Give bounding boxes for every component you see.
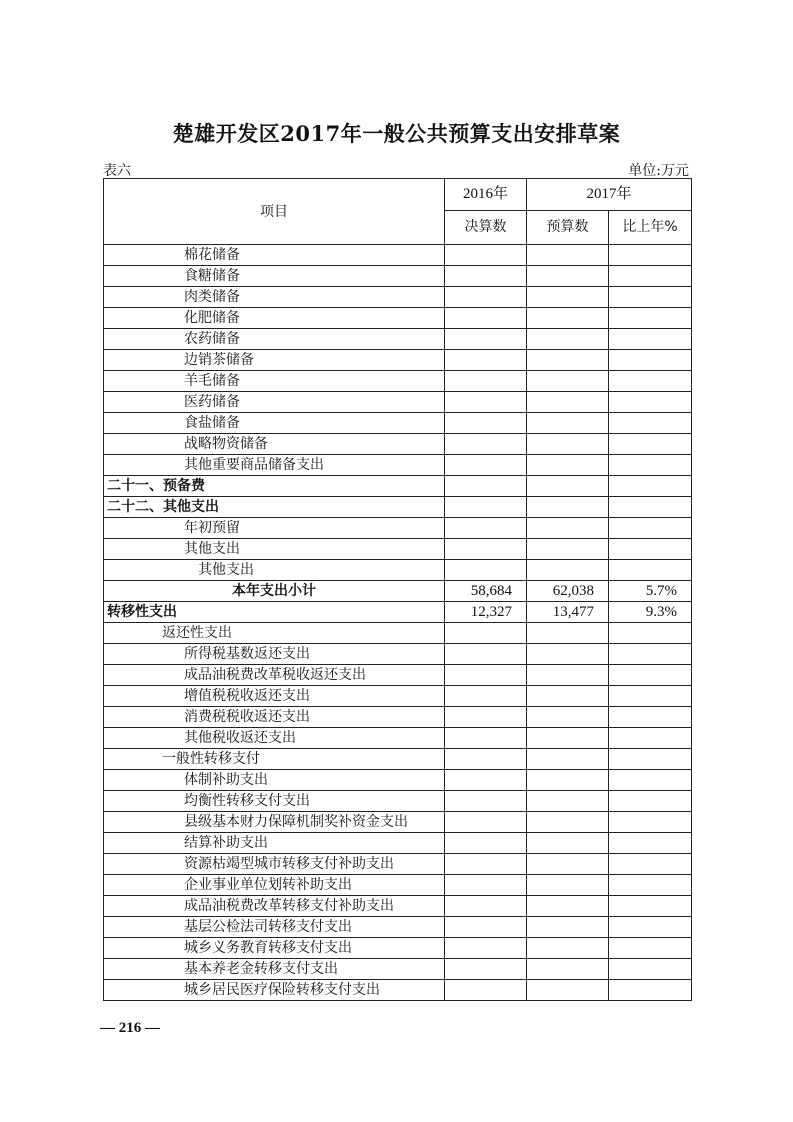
table-row (104, 392, 692, 413)
row-yoy-percent (609, 329, 692, 350)
row-2016-final (445, 350, 527, 371)
table-body (104, 245, 692, 1001)
row-label: 消费税税收返还支出 (104, 707, 445, 728)
table-row (104, 833, 692, 854)
row-2016-final (445, 245, 527, 266)
row-2016-final: 58,684 (445, 581, 527, 602)
row-2017-budget (527, 812, 609, 833)
row-2016-final (445, 686, 527, 707)
row-2017-budget: 13,477 (527, 602, 609, 623)
row-yoy-percent (609, 854, 692, 875)
row-2017-budget (527, 875, 609, 896)
row-2017-budget (527, 728, 609, 749)
row-2016-final (445, 413, 527, 434)
row-label: 资源枯竭型城市转移支付补助支出 (104, 854, 445, 875)
row-2017-budget (527, 476, 609, 497)
row-label: 转移性支出 (104, 602, 445, 623)
row-2016-final (445, 455, 527, 476)
budget-table (103, 178, 692, 1001)
table-header (104, 179, 692, 245)
table-row (104, 749, 692, 770)
table-row (104, 476, 692, 497)
page-number: — 216 — (100, 1020, 160, 1036)
row-2016-final (445, 623, 527, 644)
table-row (104, 665, 692, 686)
row-yoy-percent (609, 518, 692, 539)
row-label: 结算补助支出 (104, 833, 445, 854)
table-row (104, 938, 692, 959)
row-2016-final (445, 959, 527, 980)
row-2016-final (445, 833, 527, 854)
row-2017-budget (527, 686, 609, 707)
row-yoy-percent (609, 560, 692, 581)
row-2017-budget (527, 518, 609, 539)
row-yoy-percent (609, 371, 692, 392)
row-2017-budget (527, 392, 609, 413)
row-label: 食糖储备 (104, 266, 445, 287)
row-label: 基层公检法司转移支付支出 (104, 917, 445, 938)
header-year-2016: 2016年 (445, 179, 527, 211)
table-row (104, 686, 692, 707)
row-yoy-percent (609, 245, 692, 266)
row-2016-final (445, 329, 527, 350)
table-row (104, 539, 692, 560)
row-2016-final (445, 770, 527, 791)
row-label: 返还性支出 (104, 623, 445, 644)
table-row (104, 287, 692, 308)
row-2017-budget (527, 560, 609, 581)
table-row (104, 602, 692, 623)
row-2017-budget (527, 854, 609, 875)
table-row (104, 812, 692, 833)
table-row (104, 308, 692, 329)
row-2017-budget (527, 980, 609, 1001)
row-yoy-percent (609, 350, 692, 371)
table-row (104, 980, 692, 1001)
table-row (104, 728, 692, 749)
row-2017-budget (527, 308, 609, 329)
row-label: 羊毛储备 (104, 371, 445, 392)
unit-label: 单位:万元 (628, 163, 689, 179)
row-2017-budget: 62,038 (527, 581, 609, 602)
row-label: 基本养老金转移支付支出 (104, 959, 445, 980)
row-yoy-percent (609, 959, 692, 980)
table-row (104, 266, 692, 287)
row-yoy-percent (609, 749, 692, 770)
table-row (104, 770, 692, 791)
header-budget: 预算数 (527, 211, 609, 245)
row-2017-budget (527, 350, 609, 371)
row-2017-budget (527, 917, 609, 938)
row-2016-final (445, 392, 527, 413)
row-2017-budget (527, 791, 609, 812)
table-row (104, 350, 692, 371)
row-yoy-percent (609, 833, 692, 854)
row-label: 医药储备 (104, 392, 445, 413)
header-item: 项目 (104, 179, 445, 245)
row-2016-final (445, 371, 527, 392)
row-2017-budget (527, 266, 609, 287)
row-yoy-percent (609, 539, 692, 560)
table-row (104, 854, 692, 875)
table-row (104, 413, 692, 434)
table-row (104, 371, 692, 392)
row-2016-final (445, 854, 527, 875)
row-yoy-percent (609, 917, 692, 938)
row-2016-final (445, 938, 527, 959)
row-label: 农药储备 (104, 329, 445, 350)
row-yoy-percent (609, 686, 692, 707)
row-label: 其他税收返还支出 (104, 728, 445, 749)
row-2017-budget (527, 539, 609, 560)
row-2017-budget (527, 896, 609, 917)
row-yoy-percent (609, 791, 692, 812)
row-2016-final (445, 308, 527, 329)
row-2016-final (445, 644, 527, 665)
row-label: 成品油税费改革转移支付补助支出 (104, 896, 445, 917)
row-yoy-percent (609, 644, 692, 665)
row-2017-budget (527, 623, 609, 644)
row-2016-final (445, 875, 527, 896)
row-2016-final (445, 728, 527, 749)
row-yoy-percent: 5.7% (609, 581, 692, 602)
row-label: 本年支出小计 (104, 581, 445, 602)
row-label: 城乡义务教育转移支付支出 (104, 938, 445, 959)
table-row (104, 959, 692, 980)
row-label: 化肥储备 (104, 308, 445, 329)
row-yoy-percent (609, 497, 692, 518)
row-label: 体制补助支出 (104, 770, 445, 791)
row-label: 企业事业单位划转补助支出 (104, 875, 445, 896)
row-label: 均衡性转移支付支出 (104, 791, 445, 812)
row-label: 二十二、其他支出 (104, 497, 445, 518)
table-row (104, 644, 692, 665)
row-2017-budget (527, 371, 609, 392)
row-2017-budget (527, 959, 609, 980)
row-yoy-percent (609, 812, 692, 833)
table-row (104, 329, 692, 350)
row-yoy-percent (609, 287, 692, 308)
row-yoy-percent (609, 896, 692, 917)
table-row (104, 497, 692, 518)
table-row (104, 896, 692, 917)
row-2017-budget (527, 665, 609, 686)
row-yoy-percent (609, 455, 692, 476)
row-label: 其他支出 (104, 539, 445, 560)
row-yoy-percent (609, 707, 692, 728)
row-yoy-percent (609, 665, 692, 686)
header-final-accounts: 决算数 (445, 211, 527, 245)
row-label: 食盐储备 (104, 413, 445, 434)
row-yoy-percent (609, 434, 692, 455)
row-2017-budget (527, 770, 609, 791)
row-2016-final: 12,327 (445, 602, 527, 623)
row-label: 边销茶储备 (104, 350, 445, 371)
row-2016-final (445, 749, 527, 770)
row-label: 其他重要商品储备支出 (104, 455, 445, 476)
row-2017-budget (527, 434, 609, 455)
row-label: 肉类储备 (104, 287, 445, 308)
table-row (104, 455, 692, 476)
row-label: 增值税税收返还支出 (104, 686, 445, 707)
row-2016-final (445, 560, 527, 581)
row-label: 一般性转移支付 (104, 749, 445, 770)
table-row (104, 581, 692, 602)
header-year-2017: 2017年 (527, 179, 692, 211)
row-label: 成品油税费改革税收返还支出 (104, 665, 445, 686)
row-label: 年初预留 (104, 518, 445, 539)
row-yoy-percent (609, 770, 692, 791)
row-yoy-percent (609, 875, 692, 896)
table-row (104, 434, 692, 455)
row-2016-final (445, 287, 527, 308)
table-row (104, 623, 692, 644)
row-label: 其他支出 (104, 560, 445, 581)
row-yoy-percent (609, 392, 692, 413)
row-2017-budget (527, 413, 609, 434)
row-2017-budget (527, 644, 609, 665)
row-yoy-percent (609, 476, 692, 497)
row-2016-final (445, 434, 527, 455)
row-2016-final (445, 980, 527, 1001)
row-yoy-percent: 9.3% (609, 602, 692, 623)
row-2017-budget (527, 833, 609, 854)
row-2016-final (445, 812, 527, 833)
row-2017-budget (527, 287, 609, 308)
row-2016-final (445, 476, 527, 497)
row-2017-budget (527, 455, 609, 476)
header-yoy: 比上年% (609, 211, 692, 245)
page-title: 楚雄开发区2017年一般公共预算支出安排草案 (172, 121, 621, 146)
row-2017-budget (527, 707, 609, 728)
row-yoy-percent (609, 308, 692, 329)
row-yoy-percent (609, 980, 692, 1001)
row-2017-budget (527, 329, 609, 350)
table-row (104, 875, 692, 896)
row-2016-final (445, 497, 527, 518)
row-2017-budget (527, 749, 609, 770)
row-label: 二十一、预备费 (104, 476, 445, 497)
row-2016-final (445, 791, 527, 812)
table-row (104, 791, 692, 812)
table-row (104, 245, 692, 266)
row-2016-final (445, 518, 527, 539)
row-2016-final (445, 665, 527, 686)
row-2016-final (445, 266, 527, 287)
row-2016-final (445, 707, 527, 728)
row-label: 战略物资储备 (104, 434, 445, 455)
table-row (104, 518, 692, 539)
row-2016-final (445, 539, 527, 560)
row-2016-final (445, 896, 527, 917)
row-yoy-percent (609, 413, 692, 434)
table-label: 表六 (103, 163, 131, 179)
row-label: 棉花储备 (104, 245, 445, 266)
row-2017-budget (527, 938, 609, 959)
row-2017-budget (527, 245, 609, 266)
row-label: 所得税基数返还支出 (104, 644, 445, 665)
row-2016-final (445, 917, 527, 938)
table-row (104, 560, 692, 581)
row-label: 城乡居民医疗保险转移支付支出 (104, 980, 445, 1001)
row-yoy-percent (609, 266, 692, 287)
table-row (104, 707, 692, 728)
row-yoy-percent (609, 728, 692, 749)
row-2017-budget (527, 497, 609, 518)
table-row (104, 917, 692, 938)
row-label: 县级基本财力保障机制奖补资金支出 (104, 812, 445, 833)
row-yoy-percent (609, 623, 692, 644)
row-yoy-percent (609, 938, 692, 959)
